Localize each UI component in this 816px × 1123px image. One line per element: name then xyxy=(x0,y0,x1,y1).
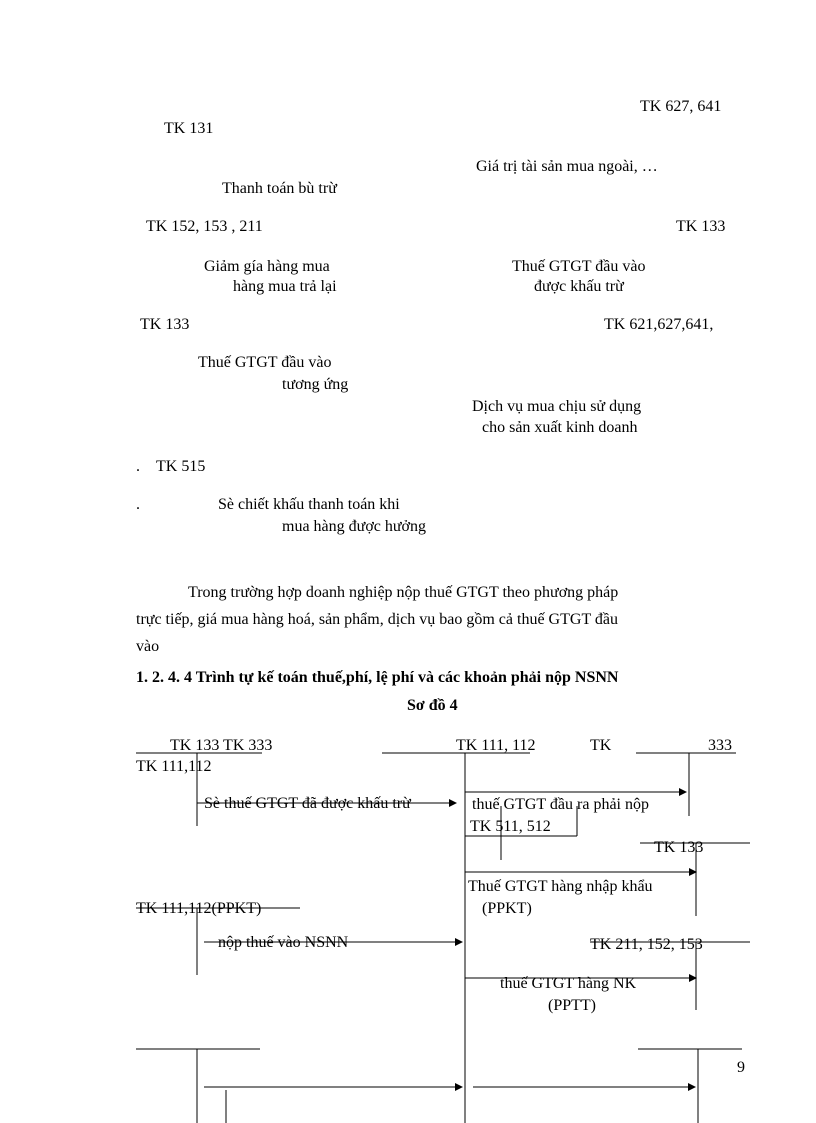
account-tk-133-right: TK 133 xyxy=(676,218,726,235)
account-tk-133: TK 133 xyxy=(654,839,704,856)
label-giam-gia-line2: hàng mua trả lại xyxy=(233,278,337,295)
label-chiet-khau-line1: Sè chiết khấu thanh toán khi xyxy=(218,496,400,513)
account-tk-211-152-153: TK 211, 152, 153 xyxy=(590,936,703,953)
account-number-333: 333 xyxy=(708,737,732,754)
account-tk-111-112-left: TK 111,112 xyxy=(136,758,212,775)
bullet-dot-2: . xyxy=(136,496,140,513)
label-dich-vu-line2: cho sản xuất kinh doanh xyxy=(482,419,638,436)
account-tk-627-641: TK 627, 641 xyxy=(640,98,722,115)
label-thue-tuong-ung-line2: tương ứng xyxy=(282,376,349,393)
page-number: 9 xyxy=(737,1059,745,1076)
label-giam-gia-line1: Giảm gía hàng mua xyxy=(204,258,330,275)
label-thanh-toan-bu-tru: Thanh toán bù trừ xyxy=(222,180,337,197)
label-thue-dau-vao-line2: được khấu trừ xyxy=(534,278,624,295)
account-tk-515: TK 515 xyxy=(156,458,206,475)
paragraph-line-1: Trong trường hợp doanh nghiệp nộp thuế GTGT theo phương pháp xyxy=(188,584,619,601)
account-tk-111-112-top: TK 111, 112 xyxy=(456,737,536,754)
account-tk-621-627-641: TK 621,627,641, xyxy=(604,316,714,333)
label-nop-thue: nộp thuế vào NSNN xyxy=(218,934,349,951)
label-thue-nk: thuế GTGT hàng NK xyxy=(500,975,637,992)
account-tk-152-153-211: TK 152, 153 , 211 xyxy=(146,218,263,235)
diagram-title: Sơ đồ 4 xyxy=(407,697,458,714)
label-so-thue-khau-tru: Sè thuế GTGT đã được khấu trừ xyxy=(204,795,411,812)
account-tk-111-112-ppkt: TK 111,112(PPKT) xyxy=(136,900,262,917)
account-tk-511-512: TK 511, 512 xyxy=(470,818,551,835)
account-tk-133-left: TK 133 xyxy=(140,316,190,333)
account-tk-133-333: TK 133 TK 333 xyxy=(170,737,273,754)
label-thue-tuong-ung-line1: Thuế GTGT đầu vào xyxy=(198,354,332,371)
label-pptt: (PPTT) xyxy=(548,997,596,1014)
label-thue-dau-ra: thuế GTGT đầu ra phải nộp xyxy=(472,796,649,813)
paragraph-line-2: trực tiếp, giá mua hàng hoá, sản phẩm, dịch vụ bao gồm cả thuế GTGT đầu xyxy=(136,611,619,628)
label-thue-nhap-khau: Thuế GTGT hàng nhập khẩu xyxy=(468,878,653,895)
section-heading: 1. 2. 4. 4 Trình tự kế toán thuế,phí, lệ phí và các khoản phải nộp NSNN xyxy=(136,669,619,686)
label-ppkt: (PPKT) xyxy=(482,900,532,917)
label-chiet-khau-line2: mua hàng được hưởng xyxy=(282,518,427,535)
account-tk-131: TK 131 xyxy=(164,120,214,137)
bullet-dot-1: . xyxy=(136,458,140,475)
label-gia-tri-tai-san: Giá trị tài sản mua ngoài, … xyxy=(476,158,658,175)
label-thue-dau-vao-line1: Thuế GTGT đầu vào xyxy=(512,258,646,275)
label-dich-vu-line1: Dịch vụ mua chịu sử dụng xyxy=(472,398,642,415)
paragraph-line-3: vào xyxy=(136,638,160,655)
account-tk-label: TK xyxy=(590,737,612,754)
